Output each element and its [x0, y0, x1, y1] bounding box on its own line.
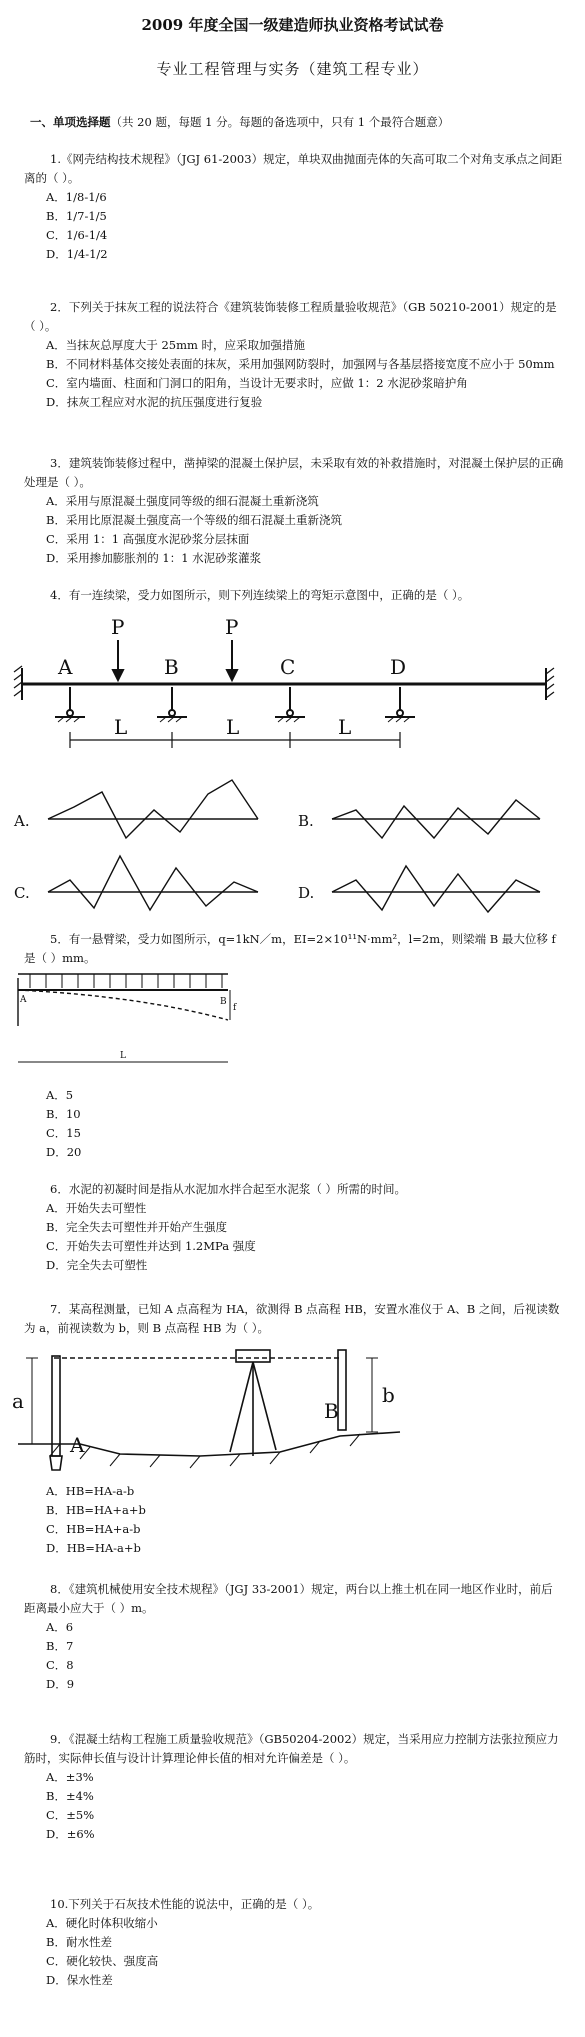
- option-d: D．采用掺加膨胀剂的 1：1 水泥砂浆灌浆: [46, 551, 262, 565]
- option-b: B．7: [46, 1639, 74, 1653]
- question-stem: 3．建筑装饰装修过程中，凿掉梁的混凝土保护层，未采取有效的补救措施时，对混凝土保护层的正确处理是（ ）。: [24, 456, 564, 489]
- moment-diagram-b: [332, 800, 540, 838]
- support-a: [55, 687, 85, 717]
- option-a: A．HB=HA-a-b: [46, 1484, 135, 1498]
- option-a: A．±3%: [46, 1770, 94, 1784]
- span-label-1: L: [114, 715, 128, 739]
- option-c: C．硬化较快、强度高: [46, 1954, 159, 1968]
- option-d: D．±6%: [46, 1827, 95, 1841]
- choice-label-d: D.: [298, 884, 315, 902]
- span-label-3: L: [338, 715, 352, 739]
- question-7-options: [24, 1482, 564, 1558]
- question-stem: 10.下列关于石灰技术性能的说法中，正确的是（ ）。: [50, 1897, 320, 1911]
- span-label-2: L: [226, 715, 240, 739]
- question-stem: 8．《建筑机械使用安全技术规程》（JGJ 33-2001）规定，两台以上推土机在同一地区作业时，前后距离最小应大于（ ）m。: [24, 1582, 553, 1615]
- cantilever-label-a: A: [20, 995, 27, 1005]
- exam-title: 2009 年度全国一级建造师执业资格考试试卷: [141, 16, 444, 34]
- support-c: [275, 687, 305, 717]
- question-stem: 2．下列关于抹灰工程的说法符合《建筑装饰装修工程质量验收规范》（GB 50210-2001）规定的是（ ）。: [24, 300, 557, 333]
- option-b: B．10: [46, 1107, 81, 1121]
- choice-label-b: B.: [298, 812, 314, 830]
- option-c: C．开始失去可塑性并达到 1.2MPa 强度: [46, 1239, 256, 1253]
- question-5: [24, 930, 564, 968]
- exam-subtitle: 专业工程管理与实务（建筑工程专业）: [156, 60, 429, 78]
- section-note: （共 20 题，每题 1 分。每题的备选项中，只有 1 个最符合题意）: [110, 115, 450, 129]
- choice-label-a: A.: [14, 812, 30, 830]
- dim-label-b: b: [382, 1383, 395, 1407]
- support-d: [385, 687, 415, 717]
- leveling-figure: [0, 1344, 585, 1476]
- cantilever-label-f: f: [233, 1003, 237, 1013]
- option-a: A．硬化时体积收缩小: [46, 1916, 158, 1930]
- dim-label-a: a: [12, 1389, 24, 1413]
- option-d: D．9: [46, 1677, 75, 1691]
- question-1: [24, 150, 564, 264]
- choice-label-c: C.: [14, 884, 30, 902]
- option-b: B．不同材料基体交接处表面的抹灰，采用加强网防裂时，加强网与各基层搭接宽度不应小于 50mm: [46, 357, 555, 371]
- option-b: B．采用比原混凝土强度高一个等级的细石混凝土重新浇筑: [46, 513, 342, 527]
- option-c: C．15: [46, 1126, 81, 1140]
- option-c: C．8: [46, 1658, 74, 1672]
- section-title: 一、单项选择题: [30, 115, 111, 129]
- question-stem: 4．有一连续梁，受力如图所示，则下列连续梁上的弯矩示意图中，正确的是（ ）。: [50, 588, 470, 602]
- moment-diagram-c: [48, 856, 258, 910]
- beam-label-a: A: [58, 655, 73, 679]
- option-b: B．耐水性差: [46, 1935, 112, 1949]
- load-label-2: P: [225, 615, 239, 639]
- option-a: A．1/8-1/6: [46, 190, 107, 204]
- question-2: [24, 298, 564, 412]
- cantilever-label-l: L: [120, 1051, 126, 1061]
- beam-label-b: B: [164, 655, 179, 679]
- question-4: [24, 586, 564, 605]
- option-a: A．5: [46, 1088, 74, 1102]
- option-c: C．室内墙面、柱面和门洞口的阳角，当设计无要求时，应做 1：2 水泥砂浆暗护角: [46, 376, 468, 390]
- option-a: A．开始失去可塑性: [46, 1201, 147, 1215]
- point-label-b: B: [324, 1399, 339, 1423]
- section-heading: [30, 114, 449, 130]
- cantilever-beam-figure: [0, 970, 585, 1080]
- option-d: D．20: [46, 1145, 82, 1159]
- option-a: A．6: [46, 1620, 74, 1634]
- option-d: D．1/4-1/2: [46, 247, 108, 261]
- option-c: C．±5%: [46, 1808, 95, 1822]
- option-a: A．采用与原混凝土强度同等级的细石混凝土重新浇筑: [46, 494, 319, 508]
- question-8: [24, 1580, 564, 1694]
- question-9: [24, 1730, 564, 1844]
- point-label-a: A: [70, 1433, 85, 1457]
- cantilever-label-b: B: [220, 997, 227, 1007]
- option-c: C．采用 1：1 高强度水泥砂浆分层抹面: [46, 532, 250, 546]
- support-b: [157, 687, 187, 717]
- beam-label-c: C: [280, 655, 296, 679]
- option-d: D．抹灰工程应对水泥的抗压强度进行复验: [46, 395, 263, 409]
- option-c: C．1/6-1/4: [46, 228, 108, 242]
- option-d: D．HB=HA-a+b: [46, 1541, 141, 1555]
- continuous-beam-figure: [0, 612, 585, 924]
- question-stem: 1.《网壳结构技术规程》（JGJ 61-2003）规定，单块双曲抛面壳体的矢高可取二个对角支承点之间距离的（ ）。: [24, 152, 563, 185]
- moment-diagram-a: [48, 780, 258, 838]
- option-b: B．HB=HA+a+b: [46, 1503, 146, 1517]
- question-stem: 6．水泥的初凝时间是指从水泥加水拌合起至水泥浆（ ）所需的时间。: [50, 1182, 406, 1196]
- question-3: [24, 454, 564, 568]
- option-c: C．HB=HA+a-b: [46, 1522, 141, 1536]
- option-d: D．完全失去可塑性: [46, 1258, 148, 1272]
- option-a: A．当抹灰总厚度大于 25mm 时，应采取加强措施: [46, 338, 306, 352]
- moment-diagram-d: [332, 866, 540, 912]
- question-stem: 5．有一悬臂梁，受力如图所示，q=1kN／m，EI=2×10¹¹N·mm²，l=2m，则梁端 B 最大位移 f 是（ ）mm。: [24, 932, 556, 965]
- option-b: B．1/7-1/5: [46, 209, 107, 223]
- option-b: B．±4%: [46, 1789, 94, 1803]
- option-b: B．完全失去可塑性并开始产生强度: [46, 1220, 227, 1234]
- question-stem: 7．某高程测量，已知 A 点高程为 HA，欲测得 B 点高程 HB，安置水准仪于 A、B 之间，后视读数为 a，前视读数为 b，则 B 点高程 HB 为（ ）。: [24, 1302, 560, 1335]
- question-10: [24, 1895, 564, 1990]
- question-5-options: [24, 1086, 564, 1162]
- question-7: [24, 1300, 564, 1338]
- question-6: [24, 1180, 564, 1275]
- beam-label-d: D: [390, 655, 407, 679]
- question-stem: 9．《混凝土结构工程施工质量验收规范》（GB50204-2002）规定，当采用应力控制方法张拉预应力筋时，实际伸长值与设计计算理论伸长值的相对允许偏差是（ ）。: [24, 1732, 559, 1765]
- load-label-1: P: [111, 615, 125, 639]
- option-d: D．保水性差: [46, 1973, 113, 1987]
